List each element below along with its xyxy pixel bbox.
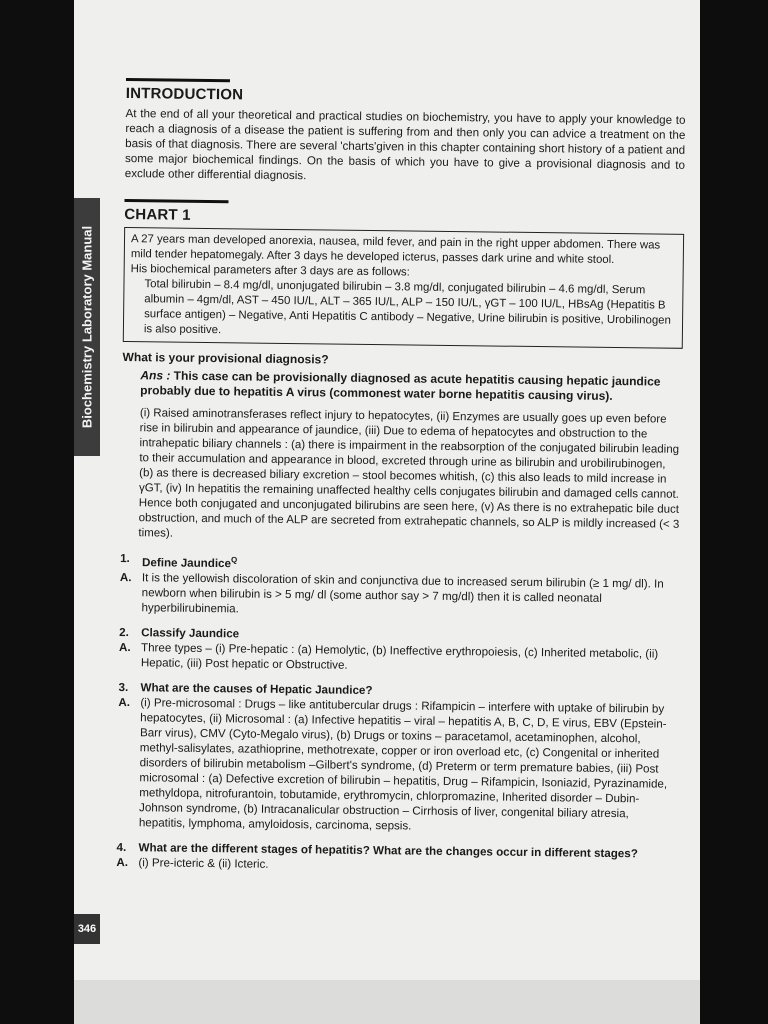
qa-item-1	[119, 551, 680, 622]
left-background	[0, 0, 74, 1024]
qa-answer-label: A.	[118, 640, 131, 654]
qa-answer: (i) Pre-microsomal : Drugs – like antitubercular drugs : Rifampicin – interfere with uptake of bilirubin by hepatocytes, (ii) Microsomal : (a) Infective hepatitis – viral – hepatitis A, B, C, D, E virus, EBV (Epstein-Barr virus), CMV (Cyto-Megalo virus), (b) Drugs or toxins – paracetamol, acetaminophen, alcohol, methyl-salisylates, azathioprine, methotrexate, copper or iron overload etc, (c) Congenital or inherited disorders of bilirubin metabolism –Gilbert's syndrome, (d) Preterm or term premature babies, (iii) Post microsomal : (a) Defective excretion of bilirubin – hepatitis, Drug – Rifampicin, Isoniazid, Pyrazinamide, methyldopa, nitrofurantoin, tobutamide, erythromycin, chlorpromazine, Inherited disorder – Dubin-Johnson syndrome, (b) Intracanalicular obstruction – Cirrhosis of liver, congenital biliary atresia, hepatitis, lymphoma, amyloidosis, carcinoma, sepsis.	[138, 696, 668, 833]
explanation-paragraph: (i) Raised aminotransferases reflect injury to hepatocytes, (ii) Enzymes are usually goes up even before rise in bilirubin and appearance of jaundice, (iii) Due to edema of hepatocytes and obstruction to the intrahepatic biliary channels : (a) there is impairment in the reabsorption of the conjugated bilirubin leading to their accumulation and appearance in blood, excreted through urine as bilirubin and urobilirubinogen, (b) as there is decreased biliary excretion – stool becomes whitish, (c) this also leads to mild increase in γGT, (iv) In hepatitis the remaining unaffected healthy cells conjugates bilirubin and damaged cells cannot. Hence both conjugated and unconjugated bilirubins are seen here, (v) As there is no extrahepatic bile duct obstruction, and much of the ALP are secreted from extrahepatic channels, so ALP is mildly increased (< 3 times).	[138, 407, 680, 540]
provisional-diagnosis-answer	[122, 368, 682, 405]
qa-number: 1.	[120, 551, 130, 566]
answer-label: Ans :	[140, 368, 171, 383]
qa-superscript: Q	[230, 555, 238, 565]
qa-answer-label: A.	[116, 855, 129, 869]
chart1-case-box	[123, 227, 684, 349]
qa-answer: (i) Pre-icteric & (ii) Icteric.	[138, 856, 269, 871]
qa-number: 2.	[119, 625, 129, 639]
chart1-parameters: Total bilirubin – 8.4 mg/dl, unonjugated bilirubin – 3.8 mg/dl, conjugated bilirubin – 4.6 mg/dl, Serum albumin – 4gm/dl, AST – 450 IU/L, ALT – 365 IU/L, ALP – 150 IU/L, γGT – 100 IU/L, HBsAg (Hepatitis B surface antigen) – Negative, Anti Hepatitis C antibody – Negative, Urine bilirubin is positive, Urobilinogen is also positive.	[143, 278, 671, 337]
qa-answer: It is the yellowish discoloration of skin and conjunctiva due to increased serum bilirubin (≥ 1 mg/ dl). In newborn when bilirubin is > 5 mg/ dl (some author say > 7 mg/dl) then it is called neonatal hyperbilirubinemia.	[141, 571, 664, 616]
answer-text: This case can be provisionally diagnosed as acute hepatitis causing hepatic jaundice probably due to hepatitis A virus (commonest water borne hepatitis causing virus).	[140, 368, 661, 403]
page-bottom-edge	[74, 980, 700, 1024]
page-number: 346	[74, 914, 100, 944]
chart1-history: A 27 years man developed anorexia, nausea, mild fever, and pain in the right upper abdomen. There was mild tender hepatomegaly. After 3 days he developed icterus, passes dark urine and white stool.	[130, 233, 661, 266]
chart1-heading: CHART 1	[124, 205, 191, 224]
qa-question: What are the different stages of hepatitis? What are the changes occur in different stages?	[138, 841, 638, 861]
intro-heading: INTRODUCTION	[125, 84, 244, 104]
qa-item-2	[119, 625, 680, 677]
qa-number: 3.	[118, 680, 129, 694]
qa-item-4	[116, 840, 676, 877]
qa-question: Classify Jaundice	[141, 626, 240, 641]
book-page	[74, 0, 700, 980]
intro-body: At the end of all your theoretical and practical studies on biochemistry, you have to apply your knowledge to reach a diagnosis of a disease the patient is suffering from and then only you can advice a treatment on the basis of that diagnosis. There are several 'charts'given in this chapter containing short history of a patient and some major biochemical findings. On the basis of which you have to give a provisional diagnosis and to exclude other differential diagnosis.	[124, 106, 686, 183]
qa-answer: Three types – (i) Pre-hepatic : (a) Hemolytic, (b) Ineffective erythropoiesis, (c) Inherited metabolic, (ii) Hepatic, (iii) Post hepatic or Obstructive.	[140, 641, 659, 672]
chart1-rule	[124, 199, 228, 203]
qa-question: What are the causes of Hepatic Jaundice?	[140, 681, 373, 697]
qa-item-3	[117, 680, 679, 837]
qa-answer-label: A.	[118, 695, 131, 709]
qa-question-text: Define Jaundice	[142, 556, 232, 571]
qa-answer-label: A.	[119, 570, 132, 584]
intro-rule	[126, 78, 230, 82]
side-tab	[74, 198, 100, 456]
qa-number: 4.	[116, 840, 127, 854]
side-tab-label: Biochemistry Laboratory Manual	[79, 225, 95, 429]
provisional-diagnosis-question: What is your provisional diagnosis?	[122, 349, 329, 367]
page-content	[116, 78, 686, 877]
right-background	[700, 0, 768, 1024]
chart1-parameters-intro: His biochemical parameters after 3 days are as follows:	[130, 263, 410, 279]
